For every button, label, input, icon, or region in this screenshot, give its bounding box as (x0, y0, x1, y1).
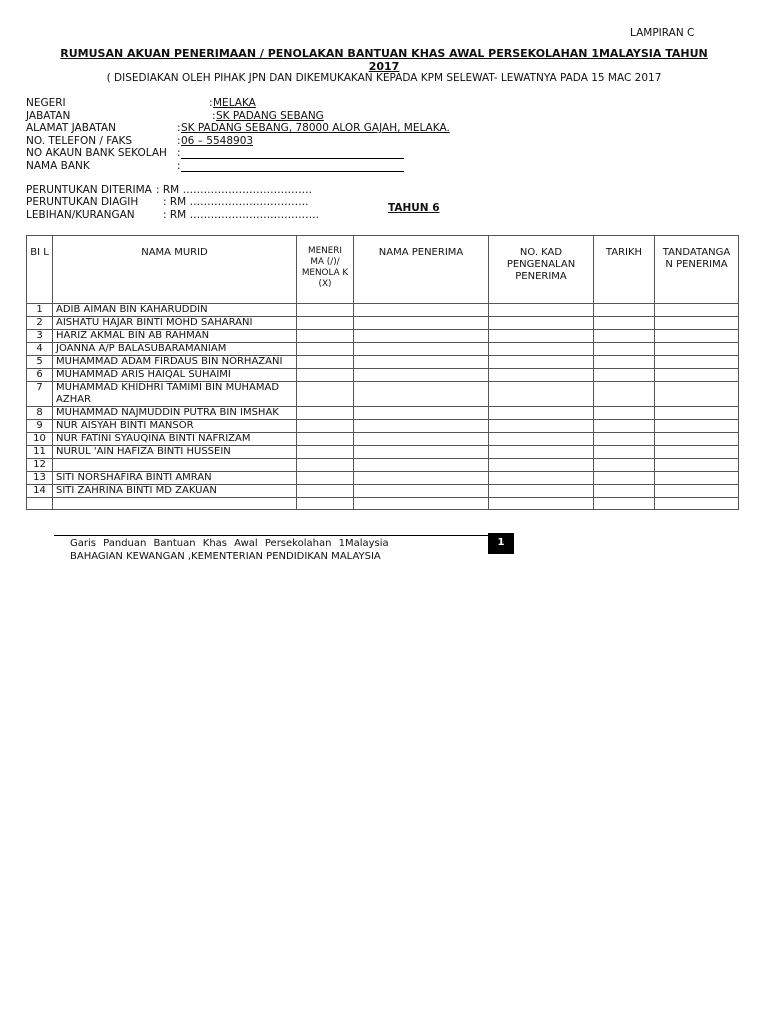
cell-bil: 10 (27, 433, 53, 446)
jabatan-value: SK PADANG SEBANG (216, 110, 324, 122)
cell-nama-penerima (354, 446, 489, 459)
cell-nama-penerima (354, 343, 489, 356)
cell-bil: 2 (27, 317, 53, 330)
header-nama-penerima: NAMA PENERIMA (354, 236, 489, 304)
cell-nama-murid (53, 459, 297, 472)
cell-kad-pengenalan (489, 330, 594, 343)
cell-bil: 4 (27, 343, 53, 356)
cell-nama-murid: MUHAMMAD KHIDHRI TAMIMI BIN MUHAMAD AZHAR (53, 382, 297, 407)
cell-nama-penerima (354, 369, 489, 382)
cell-bil: 12 (27, 459, 53, 472)
peruntukan-diagih-value: : RM ……………………………. (163, 196, 309, 208)
cell-tarikh (594, 356, 655, 369)
cell-menerima (297, 304, 354, 317)
bank-label: NAMA BANK (26, 160, 90, 172)
header-nama-murid: NAMA MURID (53, 236, 297, 304)
cell-nama-murid: AISHATU HAJAR BINTI MOHD SAHARANI (53, 317, 297, 330)
header-kad-pengenalan: NO. KAD PENGENALAN PENERIMA (489, 236, 594, 304)
cell-kad-pengenalan (489, 433, 594, 446)
cell-kad-pengenalan (489, 446, 594, 459)
lebihan-label: LEBIHAN/KURANGAN (26, 209, 135, 221)
cell-nama-murid: MUHAMMAD NAJMUDDIN PUTRA BIN IMSHAK (53, 407, 297, 420)
cell-menerima (297, 382, 354, 407)
cell-kad-pengenalan (489, 356, 594, 369)
cell-tandatangan (655, 343, 739, 356)
negeri-label: NEGERI (26, 97, 66, 109)
lebihan-value: : RM ………………………………. (163, 209, 319, 221)
cell-menerima (297, 330, 354, 343)
cell-bil: 11 (27, 446, 53, 459)
cell-nama-murid (53, 498, 297, 510)
cell-menerima (297, 343, 354, 356)
cell-tandatangan (655, 382, 739, 407)
cell-tandatangan (655, 356, 739, 369)
table-row (27, 304, 739, 317)
cell-menerima (297, 356, 354, 369)
cell-tarikh (594, 382, 655, 407)
cell-tarikh (594, 446, 655, 459)
negeri-colon: : (209, 97, 213, 109)
cell-tarikh (594, 330, 655, 343)
title-line-1: RUMUSAN AKUAN PENERIMAAN / PENOLAKAN BANTUAN KHAS AWAL PERSEKOLAHAN 1MALAYSIA TAHUN (60, 47, 708, 60)
cell-tandatangan (655, 485, 739, 498)
cell-bil: 14 (27, 485, 53, 498)
cell-tarikh (594, 343, 655, 356)
table-row (27, 498, 739, 510)
table-row (27, 459, 739, 472)
cell-nama-penerima (354, 407, 489, 420)
cell-tarikh (594, 485, 655, 498)
cell-tarikh (594, 420, 655, 433)
murid-table-body (27, 304, 739, 510)
page-number: 1 (488, 533, 514, 554)
header-tarikh: TARIKH (594, 236, 655, 304)
cell-nama-murid: HARIZ AKMAL BIN AB RAHMAN (53, 330, 297, 343)
cell-tandatangan (655, 446, 739, 459)
cell-tandatangan (655, 407, 739, 420)
cell-menerima (297, 498, 354, 510)
cell-nama-murid: ADIB AIMAN BIN KAHARUDDIN (53, 304, 297, 317)
cell-menerima (297, 485, 354, 498)
cell-menerima (297, 459, 354, 472)
peruntukan-diterima-label: PERUNTUKAN DITERIMA (26, 184, 152, 196)
akaun-colon: : (177, 147, 181, 159)
cell-menerima (297, 420, 354, 433)
table-header-row (27, 236, 739, 304)
cell-nama-penerima (354, 330, 489, 343)
cell-kad-pengenalan (489, 382, 594, 407)
table-row (27, 317, 739, 330)
cell-nama-murid: NUR AISYAH BINTI MANSOR (53, 420, 297, 433)
cell-tandatangan (655, 459, 739, 472)
cell-nama-murid: MUHAMMAD ARIS HAIQAL SUHAIMI (53, 369, 297, 382)
footer-department: BAHAGIAN KEWANGAN ,KEMENTERIAN PENDIDIKAN MALAYSIA (70, 551, 381, 562)
cell-tandatangan (655, 433, 739, 446)
cell-nama-penerima (354, 356, 489, 369)
cell-menerima (297, 433, 354, 446)
cell-kad-pengenalan (489, 498, 594, 510)
akaun-blank-line (181, 158, 404, 159)
cell-bil: 5 (27, 356, 53, 369)
alamat-value: SK PADANG SEBANG, 78000 ALOR GAJAH, MELAKA. (181, 122, 450, 134)
footer-divider (54, 535, 488, 536)
table-row (27, 446, 739, 459)
cell-tandatangan (655, 304, 739, 317)
jabatan-label: JABATAN (26, 110, 71, 122)
cell-tarikh (594, 407, 655, 420)
jabatan-colon: : (212, 110, 216, 122)
cell-menerima (297, 317, 354, 330)
cell-bil: 13 (27, 472, 53, 485)
header-bil: BI L (27, 236, 53, 304)
cell-nama-penerima (354, 420, 489, 433)
cell-kad-pengenalan (489, 472, 594, 485)
cell-menerima (297, 446, 354, 459)
cell-tarikh (594, 369, 655, 382)
cell-bil: 9 (27, 420, 53, 433)
cell-bil: 8 (27, 407, 53, 420)
table-row (27, 472, 739, 485)
peruntukan-diagih-label: PERUNTUKAN DIAGIH (26, 196, 139, 208)
cell-bil: 6 (27, 369, 53, 382)
table-row (27, 420, 739, 433)
document-title (60, 47, 708, 73)
table-row (27, 369, 739, 382)
title-line-2: 2017 (368, 60, 400, 73)
cell-kad-pengenalan (489, 369, 594, 382)
cell-nama-penerima (354, 304, 489, 317)
telefon-value: 06 – 5548903 (181, 135, 254, 147)
table-row (27, 343, 739, 356)
table-row (27, 356, 739, 369)
bank-blank-line (181, 171, 404, 172)
bank-colon: : (177, 160, 181, 172)
table-row (27, 433, 739, 446)
cell-kad-pengenalan (489, 407, 594, 420)
lampiran-label: LAMPIRAN C (630, 27, 695, 39)
cell-kad-pengenalan (489, 343, 594, 356)
cell-nama-penerima (354, 382, 489, 407)
cell-bil (27, 498, 53, 510)
cell-nama-murid: NUR FATINI SYAUQINA BINTI NAFRIZAM (53, 433, 297, 446)
cell-tarikh (594, 459, 655, 472)
header-menerima: MENERI MA (/)/ MENOLA K (X) (297, 236, 354, 304)
cell-tarikh (594, 304, 655, 317)
cell-nama-murid: MUHAMMAD ADAM FIRDAUS BIN NORHAZANI (53, 356, 297, 369)
negeri-value: MELAKA (213, 97, 256, 109)
cell-tarikh (594, 472, 655, 485)
cell-tandatangan (655, 317, 739, 330)
cell-tarikh (594, 433, 655, 446)
cell-bil: 3 (27, 330, 53, 343)
cell-nama-murid: NURUL 'AIN HAFIZA BINTI HUSSEIN (53, 446, 297, 459)
cell-kad-pengenalan (489, 317, 594, 330)
cell-nama-murid: SITI ZAHRINA BINTI MD ZAKUAN (53, 485, 297, 498)
cell-menerima (297, 369, 354, 382)
table-row (27, 485, 739, 498)
cell-tandatangan (655, 498, 739, 510)
cell-kad-pengenalan (489, 420, 594, 433)
table-row (27, 330, 739, 343)
telefon-label: NO. TELEFON / FAKS (26, 135, 133, 147)
cell-tandatangan (655, 420, 739, 433)
document-subtitle: ( DISEDIAKAN OLEH PIHAK JPN DAN DIKEMUKAKAN KEPADA KPM SELEWAT- LEWATNYA PADA 15 MAC 2017 (106, 72, 662, 84)
cell-menerima (297, 472, 354, 485)
murid-table (26, 235, 739, 510)
cell-nama-murid: SITI NORSHAFIRA BINTI AMRAN (53, 472, 297, 485)
cell-menerima (297, 407, 354, 420)
cell-kad-pengenalan (489, 304, 594, 317)
cell-nama-murid: JOANNA A/P BALASUBARAMANIAM (53, 343, 297, 356)
cell-kad-pengenalan (489, 459, 594, 472)
header-tandatangan: TANDATANGA N PENERIMA (655, 236, 739, 304)
telefon-colon: : (177, 135, 181, 147)
alamat-label: ALAMAT JABATAN (26, 122, 116, 134)
cell-tandatangan (655, 369, 739, 382)
akaun-label: NO AKAUN BANK SEKOLAH (26, 147, 167, 159)
table-row (27, 407, 739, 420)
table-row (27, 382, 739, 407)
cell-nama-penerima (354, 472, 489, 485)
cell-tarikh (594, 317, 655, 330)
peruntukan-diterima-value: : RM ………………………………. (156, 184, 312, 196)
cell-tandatangan (655, 472, 739, 485)
footer-guide-title: Garis Panduan Bantuan Khas Awal Persekolahan 1Malaysia (70, 538, 389, 549)
cell-nama-penerima (354, 459, 489, 472)
cell-nama-penerima (354, 498, 489, 510)
cell-nama-penerima (354, 485, 489, 498)
cell-bil: 7 (27, 382, 53, 407)
cell-bil: 1 (27, 304, 53, 317)
tahun-label: TAHUN 6 (388, 202, 440, 214)
cell-nama-penerima (354, 317, 489, 330)
cell-tandatangan (655, 330, 739, 343)
cell-tarikh (594, 498, 655, 510)
cell-nama-penerima (354, 433, 489, 446)
alamat-colon: : (177, 122, 181, 134)
cell-kad-pengenalan (489, 485, 594, 498)
